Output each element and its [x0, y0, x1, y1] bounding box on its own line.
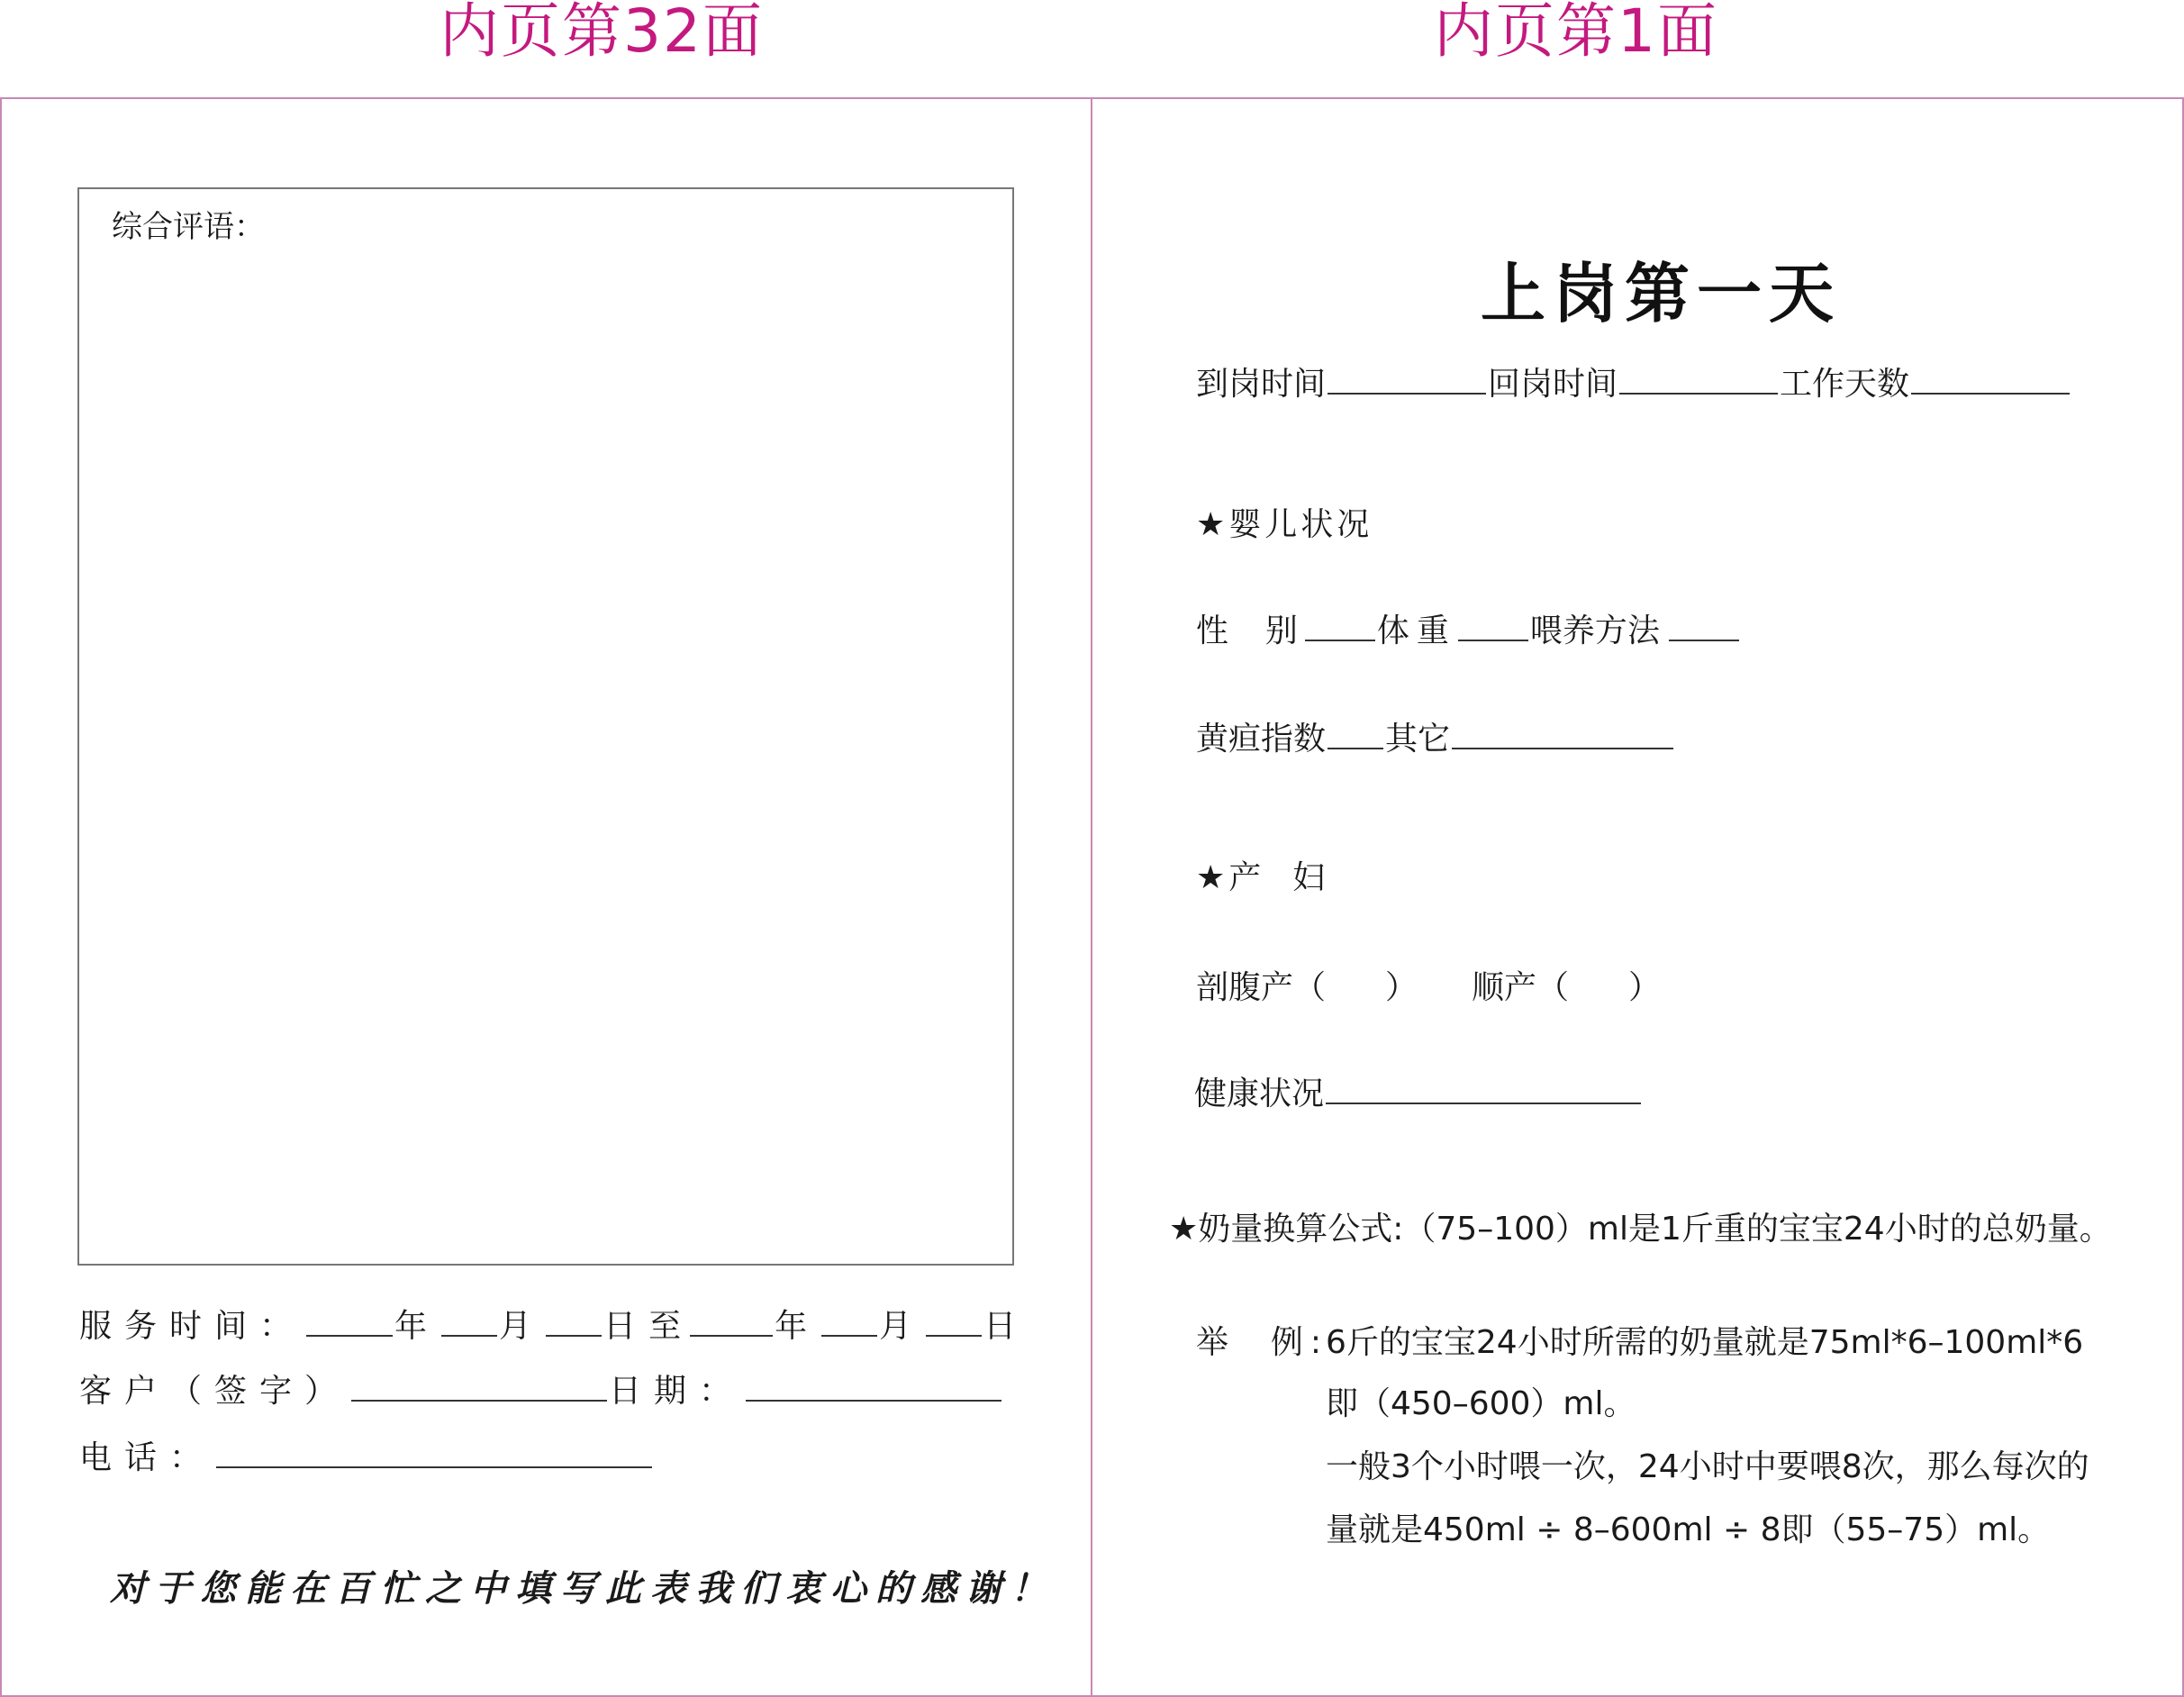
- phone-row: [79, 1439, 654, 1477]
- phone-blank[interactable]: [216, 1439, 652, 1468]
- baby-row-1: [1196, 613, 1741, 650]
- health-label: 健康状况: [1194, 1075, 1325, 1112]
- cesarean-close: ）: [1385, 969, 1418, 1006]
- jaundice-label: 黄疸指数: [1196, 721, 1327, 758]
- month-char: 月: [499, 1308, 532, 1345]
- cesarean-label: 剖腹产（: [1196, 969, 1327, 1006]
- day-char: 日: [603, 1308, 649, 1345]
- client-sign-blank[interactable]: [351, 1373, 607, 1402]
- end-year-char: 年: [775, 1308, 808, 1345]
- start-year-blank[interactable]: [306, 1308, 393, 1337]
- example-line-4: 量就是450ml ÷ 8–600ml ÷ 8即（55–75）ml。: [1326, 1511, 2051, 1548]
- comment-label: 综合评语：: [112, 209, 265, 245]
- phone-label: 电话：: [79, 1439, 215, 1476]
- health-blank[interactable]: [1326, 1075, 1641, 1104]
- other-blank[interactable]: [1452, 721, 1673, 749]
- start-month-blank[interactable]: [441, 1308, 497, 1337]
- baby-row-2: [1196, 721, 1675, 758]
- example-label: 举 例:: [1196, 1324, 1329, 1361]
- natural-label: 顺产（: [1472, 969, 1570, 1006]
- service-time-label: 服务时间：: [79, 1308, 305, 1345]
- start-day-blank[interactable]: [546, 1308, 602, 1337]
- weight-label: 体重: [1376, 613, 1456, 649]
- page-title: 上岗第一天: [1481, 256, 1842, 331]
- milk-formula: ★奶量换算公式:（75–100）ml是1斤重的宝宝24小时的总奶量。: [1169, 1211, 2112, 1248]
- service-time-row: [79, 1308, 1016, 1346]
- workdays-blank[interactable]: [1911, 366, 2070, 395]
- return-blank[interactable]: [1619, 366, 1778, 395]
- natural-close: ）: [1628, 969, 1662, 1006]
- example-line-3: 一般3个小时喂一次，24小时中要喂8次，那么每次的: [1326, 1448, 2089, 1485]
- other-label: 其它: [1385, 721, 1451, 758]
- end-year-blank[interactable]: [690, 1308, 773, 1337]
- return-label: 回岗时间: [1488, 366, 1618, 403]
- date-blank[interactable]: [746, 1373, 1001, 1402]
- example-line-2: 即（450–600）ml。: [1326, 1385, 1636, 1422]
- arrive-label: 到岗时间: [1196, 366, 1327, 403]
- client-sign-label: 客户（签字）: [79, 1373, 350, 1410]
- comment-box[interactable]: [77, 187, 1014, 1266]
- example-line-1: 6斤的宝宝24小时所需的奶量就是75ml*6–100ml*6: [1326, 1324, 2084, 1361]
- baby-heading: ★婴儿状况: [1196, 506, 1373, 543]
- year-char: 年: [394, 1308, 428, 1345]
- end-day-char: 日: [983, 1308, 1017, 1345]
- mother-heading: ★产 妇: [1196, 859, 1329, 896]
- health-row: [1194, 1075, 1643, 1113]
- date-label: 日期：: [609, 1373, 745, 1410]
- arrival-row: [1196, 366, 2071, 404]
- end-month-char: 月: [879, 1308, 912, 1345]
- gender-blank[interactable]: [1305, 613, 1375, 641]
- thanks-message: 对于您能在百忙之中填写此表我们衷心的感谢！: [110, 1567, 1056, 1610]
- to-char: 至: [648, 1308, 682, 1345]
- jaundice-blank[interactable]: [1328, 721, 1383, 749]
- workdays-label: 工作天数: [1780, 366, 1910, 403]
- mother-row-1: [1196, 969, 1661, 1007]
- right-page-header: 内页第1面: [1434, 0, 1718, 66]
- left-page-header: 内页第32面: [440, 0, 764, 66]
- end-day-blank[interactable]: [926, 1308, 982, 1337]
- end-month-blank[interactable]: [821, 1308, 877, 1337]
- arrive-blank[interactable]: [1328, 366, 1486, 395]
- feeding-blank[interactable]: [1669, 613, 1739, 641]
- gender-label: 性 别: [1196, 613, 1303, 649]
- feeding-label: 喂养方法: [1529, 613, 1660, 649]
- client-sign-row: [79, 1373, 1003, 1411]
- weight-blank[interactable]: [1458, 613, 1528, 641]
